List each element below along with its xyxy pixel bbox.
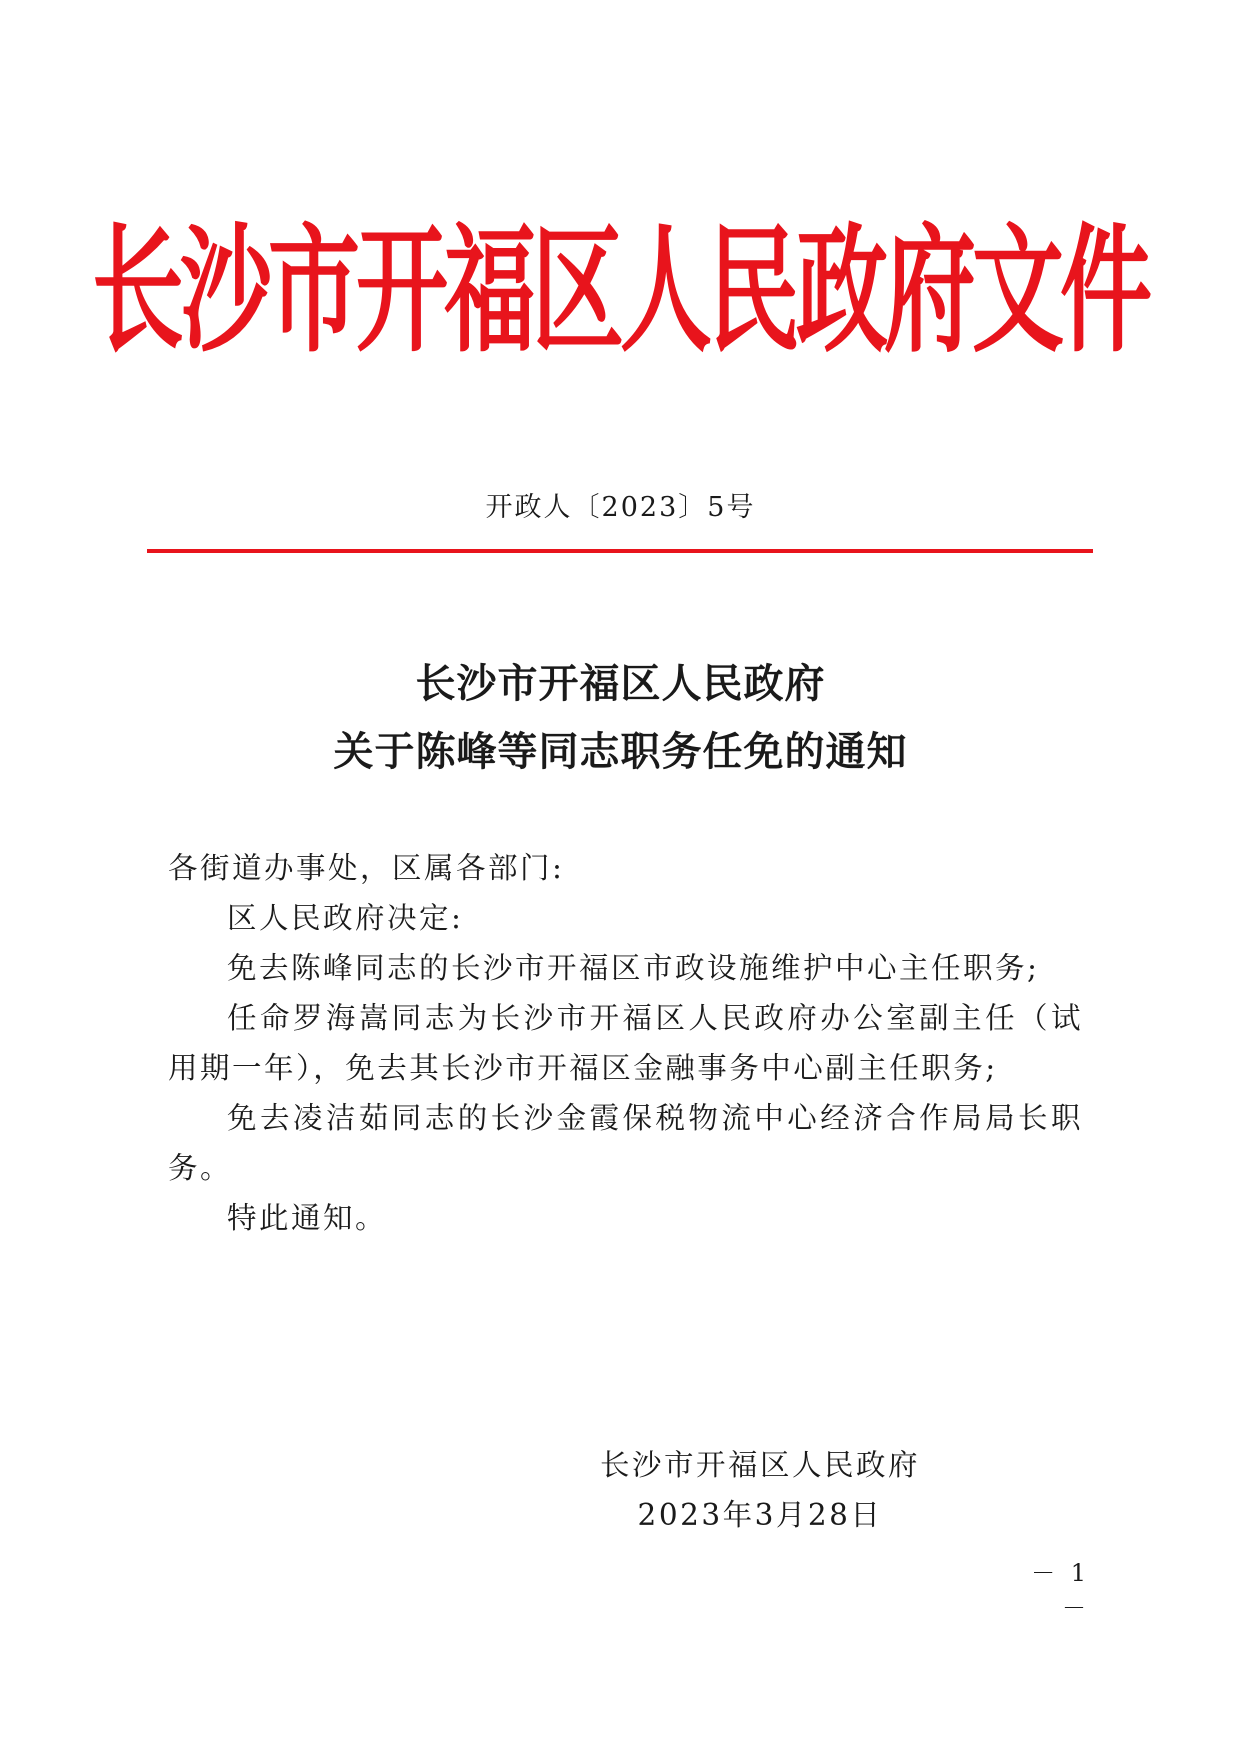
page-number: － 1 － <box>1031 1559 1090 1622</box>
document-number: 开政人〔2023〕5号 <box>485 492 756 523</box>
body-paragraph-item-2: 任命罗海嵩同志为长沙市开福区人民政府办公室副主任（试用期一年），免去其长沙市开福区金融事务中心副主任职务; <box>168 1001 1083 1085</box>
document-title <box>0 650 1241 786</box>
salutation: 各街道办事处，区属各部门: <box>168 851 565 885</box>
masthead-title: 长沙市开福区人民政府文件 <box>92 209 1149 372</box>
signature-block <box>560 1440 960 1540</box>
body-paragraph-item-3: 免去凌洁茹同志的长沙金霞保税物流中心经济合作局局长职务。 <box>168 1101 1083 1185</box>
document-body <box>168 843 1083 1243</box>
red-divider-line <box>147 549 1093 553</box>
signature-date: 2023年3月28日 <box>637 1498 883 1532</box>
body-paragraph-closing: 特此通知。 <box>227 1201 388 1235</box>
body-paragraph-item-1: 免去陈峰同志的长沙市开福区市政设施维护中心主任职务; <box>227 951 1040 985</box>
title-line-1: 长沙市开福区人民政府 <box>415 660 826 707</box>
signature-organization: 长沙市开福区人民政府 <box>599 1448 920 1482</box>
body-paragraph-decision: 区人民政府决定: <box>227 901 464 935</box>
masthead <box>92 205 1149 372</box>
title-line-2: 关于陈峰等同志职务任免的通知 <box>333 728 908 775</box>
